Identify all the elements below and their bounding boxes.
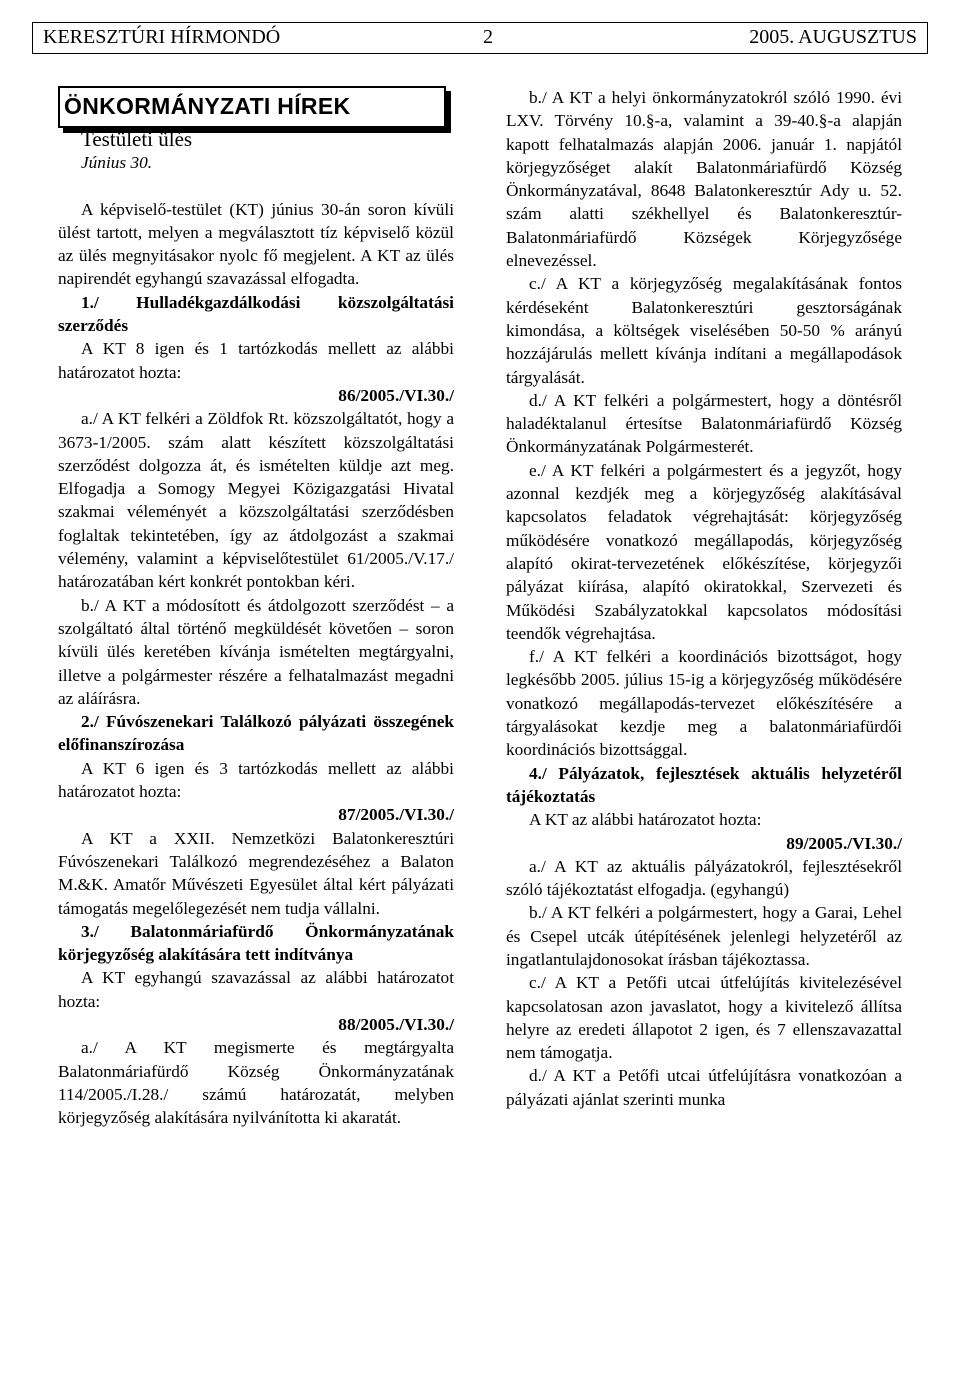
- meeting-date: Június 30.: [81, 153, 153, 173]
- resolution-ref-3: 88/2005./VI.30./: [338, 1014, 454, 1034]
- masthead: [32, 22, 928, 54]
- section-title: ÖNKORMÁNYZATI HÍREK: [58, 86, 446, 128]
- resolution-4a: a./ A KT az aktuális pályázatokról, fejlesztésekről szóló tájékoztatást elfogadja. (egyhangú): [506, 856, 902, 900]
- resolution-ref-2: 87/2005./VI.30./: [338, 805, 454, 825]
- resolution-1a: a./ A KT felkéri a Zöldfok Rt. közszolgáltatót, hogy a 3673-1/2005. szám alatt készített közszolgáltatási szerződést dolgozza át, és ismételten küldje azt meg. Elfogadja a Somogy Megyei Közigazgatási Hivatal szakmai véleményét a közszolgáltatási szerződésben foglaltak tekintetében, így az átdolgozást a szakmai vélemény, valamint a képviselőtestület 61/2005./V.17./ határozatában kért konkrét pontokban kéri.: [58, 409, 454, 592]
- resolution-4d: d./ A KT a Petőfi utcai útfelújításra vonatkozóan a pályázati ajánlat szerinti munka: [506, 1066, 902, 1109]
- resolution-2: A KT a XXII. Nemzetközi Balatonkeresztúri Fúvószenekari Találkozó megrendezéséhez a Balaton M.&K. Amatőr Művészeti Egyesület által kért pályázati támogatás megelőlegezését nem tudja vállalni.: [58, 828, 454, 918]
- resolution-1b: b./ A KT a módosított és átdolgozott szerződést – a szolgáltató által történő megküldését követően – soron kívüli ülés keretében kívánja ismételten megtárgyalni, illetve a polgármester részére a felhatalmazást megadni az aláírásra.: [58, 595, 454, 708]
- resolution-4b: b./ A KT felkéri a polgármestert, hogy a Garai, Lehel és Csepel utcák útépítésének jelenlegi helyzetéről az ingatlantulajdonosokat írásban tájékoztassa.: [506, 903, 902, 969]
- left-column: [58, 86, 454, 1129]
- article-title: Testületi ülés: [81, 127, 193, 151]
- resolution-ref-1: 86/2005./VI.30./: [338, 385, 454, 405]
- resolution-3e: e./ A KT felkéri a polgármestert és a jegyzőt, hogy azonnal kezdjék meg a körjegyzőség alakításával kapcsolatos feladatok végrehajtását: körjegyzőség működésére vonatkozó megállapodás, körjegyzőség alapító okirat-tervezetének előkészítése, körjegyzői pályázat kiírása, alapító okiratokkal, Szervezeti és Működési Szabályzatokkal kapcsolatos módosítási teendők végrehajtása.: [506, 460, 902, 643]
- resolution-3a: a./ A KT megismerte és megtárgyalta Balatonmáriafürdő Község Önkormányzatának 114/2005./I.28./ számú határozatát, melyben körjegyzőség alakítására nyilvánította ki akaratát.: [58, 1038, 454, 1128]
- vote-text-2: A KT 6 igen és 3 tartózkodás mellett az alábbi határozatot hozta:: [58, 758, 454, 802]
- resolution-3b: b./ A KT a helyi önkormányzatokról szóló 1990. évi LXV. Törvény 10.§-a, valamint a 39-40.§-a alapján kapott felhatalmazás alapján 2006. január 1. napjától körjegyzőséget alakít Balatonmáriafürdő Község Önkormányzatával, 8648 Balatonkeresztúr Ady u. 52. szám alatti székhellyel és Balatonkeresztúr-Balatonmáriafürdő Községek Körjegyzősége elnevezéssel.: [506, 88, 902, 271]
- right-column: [506, 86, 902, 1111]
- agenda-heading-1: 1./ Hulladékgazdálkodási közszolgáltatási szerződés: [58, 292, 454, 336]
- agenda-heading-3: 3./ Balatonmáriafürdő Önkormányzatának körjegyzőség alakítására tett indítványa: [58, 921, 454, 965]
- resolution-3d: d./ A KT felkéri a polgármestert, hogy a döntésről haladéktalanul értesítse Balatonmáriafürdő Község Önkormányzatának Polgármesterét.: [506, 390, 902, 457]
- page-number: 2: [483, 26, 493, 48]
- vote-text-4: A KT az alábbi határozatot hozta:: [529, 810, 762, 830]
- vote-text-3: A KT egyhangú szavazással az alábbi határozatot hozta:: [58, 968, 454, 1011]
- resolution-4c: c./ A KT a Petőfi utcai útfelújítás kivitelezésével kapcsolatosan azon javaslatot, hogy a kivitelező állítsa helyre az eredeti állapotot 2 igen, és 7 ellenszavazattal nem támogatja.: [506, 973, 902, 1063]
- resolution-3c: c./ A KT a körjegyzőség megalakításának fontos kérdéseként Balatonkeresztúri gesztorságának kimondása, a költségek viselésében 50-50 % arányú hozzájárulás mellett kívánja indítani a megállapodások tárgyalását.: [506, 274, 902, 387]
- resolution-3f: f./ A KT felkéri a koordinációs bizottságot, hogy legkésőbb 2005. július 15-ig a körjegyzőség működésére vonatkozó megállapodás-tervezet előkészítésére a tárgyalásokat kezdje meg a balatonmáriafürdői koordinációs bizottsággal.: [506, 647, 902, 760]
- vote-text-1: A KT 8 igen és 1 tartózkodás mellett az alábbi határozatot hozta:: [58, 339, 454, 382]
- intro-paragraph: A képviselő-testület (KT) június 30-án soron kívüli ülést tartott, melyen a megválasztott tíz képviselő közül az ülés megnyitásakor nyolc fő megjelent. A KT az ülés napirendét egyhangú szavazással elfogadta.: [58, 199, 454, 289]
- issue-date: 2005. AUGUSZTUS: [749, 26, 917, 48]
- agenda-heading-2: 2./ Fúvószenekari Találkozó pályázati összegének előfinanszírozása: [58, 712, 454, 755]
- publication-title: KERESZTÚRI HÍRMONDÓ: [43, 26, 281, 48]
- resolution-ref-4: 89/2005./VI.30./: [786, 833, 902, 853]
- agenda-heading-4: 4./ Pályázatok, fejlesztések aktuális helyzetéről tájékoztatás: [506, 763, 902, 806]
